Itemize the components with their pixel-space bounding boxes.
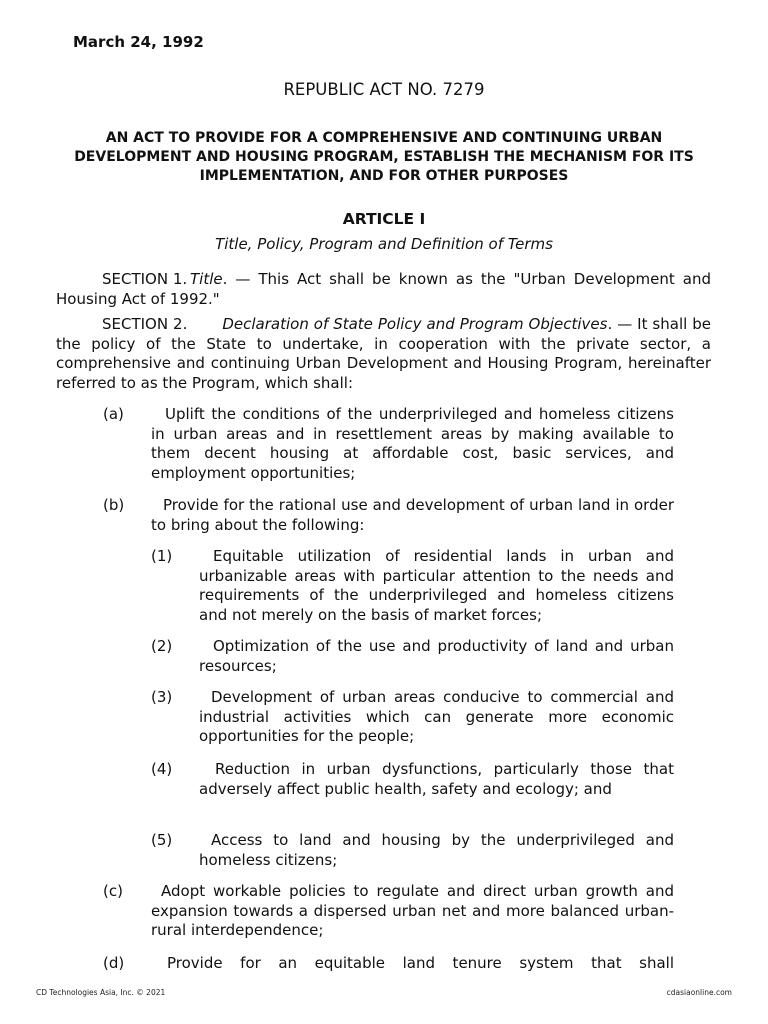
list-item-text: Access to land and housing by the underprivileged and homeless citizens; — [199, 831, 674, 869]
section-1-text: . — This Act shall be known as the "Urban Development and Housing Act of 1992." — [56, 270, 711, 308]
article-subtitle: Title, Policy, Program and Definition of Terms — [215, 235, 553, 253]
list-marker: (1) — [151, 547, 173, 565]
footer-website: cdasiaonline.com — [666, 988, 732, 997]
section-2-title: Declaration of State Policy and Program Objectives — [222, 315, 608, 333]
section-1-title: Title — [190, 270, 223, 288]
list-marker: (b) — [103, 496, 125, 514]
list-item-text: Equitable utilization of residential lands in urban and urbanizable areas with particular attention to the needs and requirements of the underprivileged and homeless citizens and not merely on the basis of market forces; — [199, 547, 674, 624]
list-item-d — [103, 954, 674, 974]
list-item-text: Optimization of the use and productivity of land and urban resources; — [199, 637, 674, 675]
document-date: March 24, 1992 — [73, 33, 204, 51]
list-item-text: Provide for an equitable land tenure system that shall — [167, 954, 674, 972]
list-marker: (a) — [103, 405, 124, 423]
section-2 — [56, 315, 711, 393]
act-title: AN ACT TO PROVIDE FOR A COMPREHENSIVE AND CONTINUING URBAN DEVELOPMENT AND HOUSING PROGRAM, ESTABLISH THE MECHANISM FOR ITS IMPLEMENTATION, AND FOR OTHER PURPOSES — [74, 130, 694, 184]
list-item-4 — [151, 760, 674, 799]
list-item-3 — [151, 688, 674, 747]
list-item-a — [103, 405, 674, 483]
list-item-1 — [151, 547, 674, 625]
list-item-text: Uplift the conditions of the underprivileged and homeless citizens in urban areas and in resettlement areas by making available to them decent housing at affordable cost, basic services, and employment opportunities; — [151, 405, 674, 482]
list-item-b — [103, 496, 674, 535]
list-item-text: Reduction in urban dysfunctions, particularly those that adversely affect public health, safety and ecology; and — [199, 760, 674, 798]
list-marker: (3) — [151, 688, 173, 706]
article-heading: ARTICLE I — [342, 210, 426, 228]
list-item-c — [103, 882, 674, 941]
section-1-label: SECTION 1. — [102, 270, 188, 288]
list-item-text: Adopt workable policies to regulate and direct urban growth and expansion towards a dispersed urban net and more balanced urban-rural interdependence; — [151, 882, 674, 939]
list-item-5 — [151, 831, 674, 870]
list-item-text: Development of urban areas conducive to commercial and industrial activities which can generate more economic opportunities for the people; — [199, 688, 674, 745]
footer-copyright: CD Technologies Asia, Inc. © 2021 — [36, 988, 166, 997]
list-item-2 — [151, 637, 674, 676]
list-item-text: Provide for the rational use and development of urban land in order to bring about the following: — [151, 496, 674, 534]
list-marker: (c) — [103, 882, 123, 900]
act-number: REPUBLIC ACT NO. 7279 — [283, 80, 485, 99]
section-2-label: SECTION 2. — [102, 315, 188, 333]
section-1 — [56, 270, 711, 309]
list-marker: (d) — [103, 954, 125, 972]
list-marker: (5) — [151, 831, 173, 849]
list-marker: (2) — [151, 637, 173, 655]
section-2-text: . — It shall be the policy of the State to undertake, in cooperation with the private sector, a comprehensive and continuing Urban Development and Housing Program, hereinafter referred to as the Program, which shall: — [56, 315, 711, 392]
list-marker: (4) — [151, 760, 173, 778]
